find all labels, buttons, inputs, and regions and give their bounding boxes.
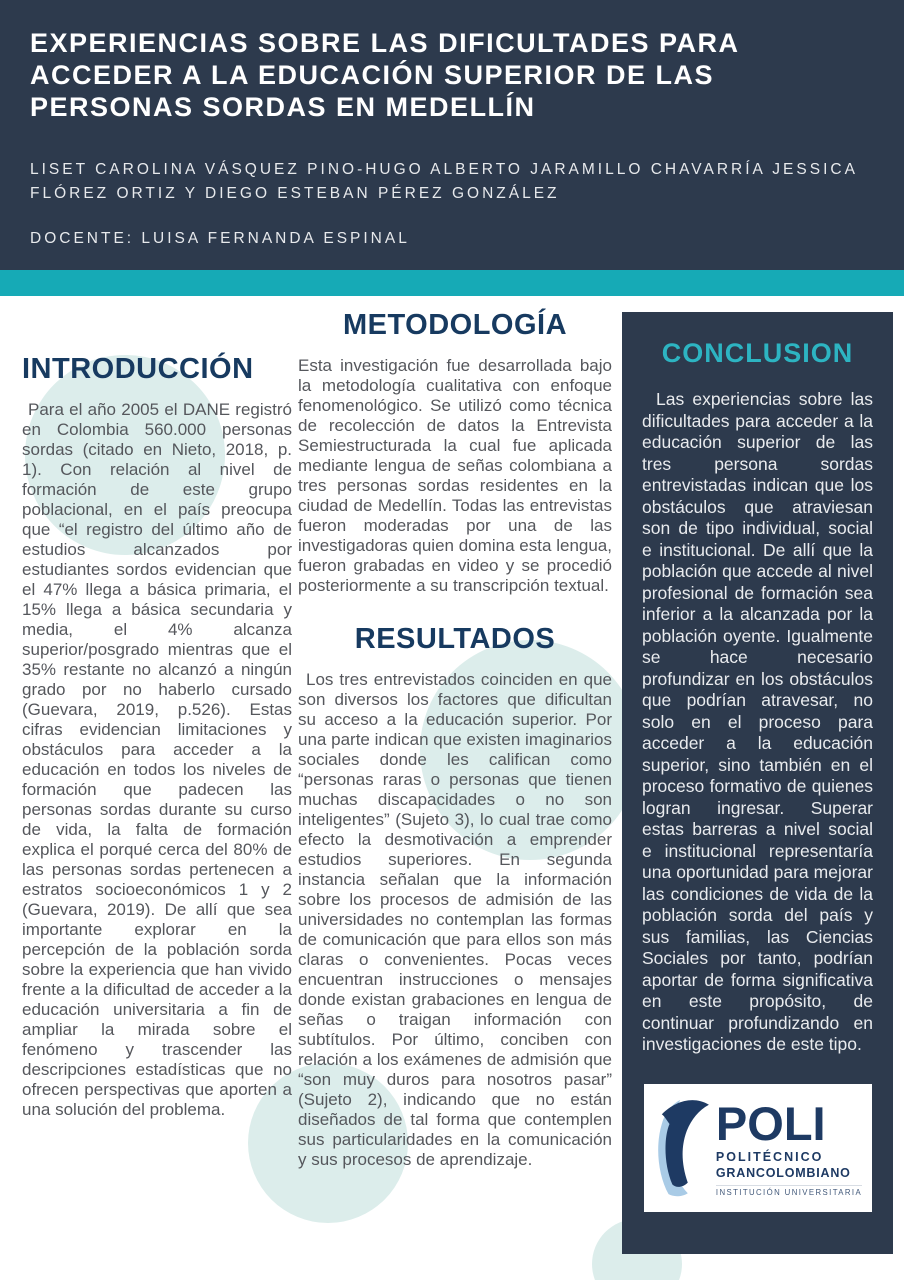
poster-title: EXPERIENCIAS SOBRE LAS DIFICULTADES PARA ACCEDER A LA EDUCACIÓN SUPERIOR DE LAS PERSONAS SORDAS EN MEDELLÍN [30,28,739,122]
docente-line: DOCENTE: LUISA FERNANDA ESPINAL [30,229,410,247]
metodologia-heading: METODOLOGÍA [342,309,568,341]
introduccion-heading: INTRODUCCIÓN [22,353,254,385]
section-introduccion [22,354,292,1120]
conclusion-body: Las experiencias sobre las dificultades para acceder a la educación superior de las tres persona sordas entrevistadas indican que los obstáculos que atraviesan son de tipo individual, social e institucional. De allí que la población que accede al nivel profesional de formación sea inferior a la alcanzada por la población oyente. Igualmente se hace necesario profundizar en los obstáculos que podrían atravesar, no solo en el proceso para acceder a la educación superior, sino también en el proceso formativo de quienes logran ingresar. Superar estas barreras a nivel social e institucional representaría una oportunidad para mejorar las condiciones de vida de la población sorda del país y sus familias, las Ciencias Sociales por tanto, podrían aportar de forma significativa en este propósito, de continuar profundizando en investigaciones de este tipo. [642,389,873,1054]
resultados-body: Los tres entrevistados coinciden en que son diversos los factores que dificultan su acceso a la educación superior. Por una parte indican que existen imaginarios sociales donde les califican como “personas raras o personas que tienen muchas discapacidades o no son inteligentes” (Sujeto 3), lo cual trae como efecto la desmotivación a emprender estudios superiores. En segunda instancia señalan que la información sobre los procesos de admisión de las universidades no contemplan las formas de comunicación que para ellos son más claras o convenientes. Pocas veces encuentran instrucciones o mensajes donde existan grabaciones en lengua de señas o traigan información con subtítulos. Por último, conciben con relación a los exámenes de admisión que “son muy duros para nosotros pasar” (Sujeto 2), indicando que no están diseñados de tal forma que contemplen sus particularidades en la comunicación y sus procesos de aprendizaje. [298,669,612,1169]
logo-acronym: POLI [715,1096,826,1150]
logo-name-line2: GRANCOLOMBIANO [715,1166,851,1181]
logo-name-line1: POLITÉCNICO [715,1149,824,1164]
logo-tagline: INSTITUCIÓN UNIVERSITARIA [716,1185,862,1197]
resultados-heading: RESULTADOS [354,622,556,655]
section-metodologia-resultados [298,310,612,1170]
authors-line: LISET CAROLINA VÁSQUEZ PINO-HUGO ALBERTO JARAMILLO CHAVARRÍA JESSICA FLÓREZ ORTIZ Y DIEGO ESTEBAN PÉREZ GONZÁLEZ [30,160,858,202]
introduccion-body: Para el año 2005 el DANE registró en Colombia 560.000 personas sordas (citado en Nieto, 2018, p. 1). Con relación al nivel de formación de este grupo poblacional, en el país preocupa que “el registro del último año de estudios alcanzados por estudiantes sordos evidencian que el 47% llega a básica primaria, el 15% llega a básica secundaria y media, el 4% alcanza superior/posgrado mientras que el 35% restante no alcanzó a ningún grado por no haberlo cursado (Guevara, 2019, p.526). Estas cifras evidencian limitaciones y obstáculos para acceder a la educación en todos los niveles de formación que padecen las personas sordas durante su curso de vida, la falta de formación explica el porqué cerca del 80% de las personas sordas pertenecen a estratos socioeconómicos 1 y 2 (Guevara, 2019). De allí que sea importante explorar en la percepción de la población sorda sobre la experiencia que han vivido frente a la dificultad de acceder a la educación universitaria a fin de ampliar la mirada sobre el fenómeno y trascender las descripciones estadísticas que no ofrecen perspectivas que aporten a una solución del problema. [22,399,292,1119]
poster-header [0,0,904,270]
poli-flame-icon [653,1098,711,1198]
logo-text-block [715,1096,863,1197]
university-logo [644,1084,872,1212]
poster-body [0,296,904,1280]
metodologia-body: Esta investigación fue desarrollada bajo la metodología cualitativa con enfoque fenomenológico. Se utilizó como técnica de recolección de datos la Entrevista Semiestructurada la cual fue aplicada mediante lengua de señas colombiana a tres personas sordas residentes en la ciudad de Medellín. Todas las entrevistas fueron moderadas por una de las investigadoras quien domina esta lengua, fueron grabadas en video y se procedió posteriormente a su transcripción textual. [298,355,612,595]
section-conclusion [622,312,893,1254]
conclusion-heading: CONCLUSION [661,338,854,368]
teal-accent-bar [0,270,904,296]
